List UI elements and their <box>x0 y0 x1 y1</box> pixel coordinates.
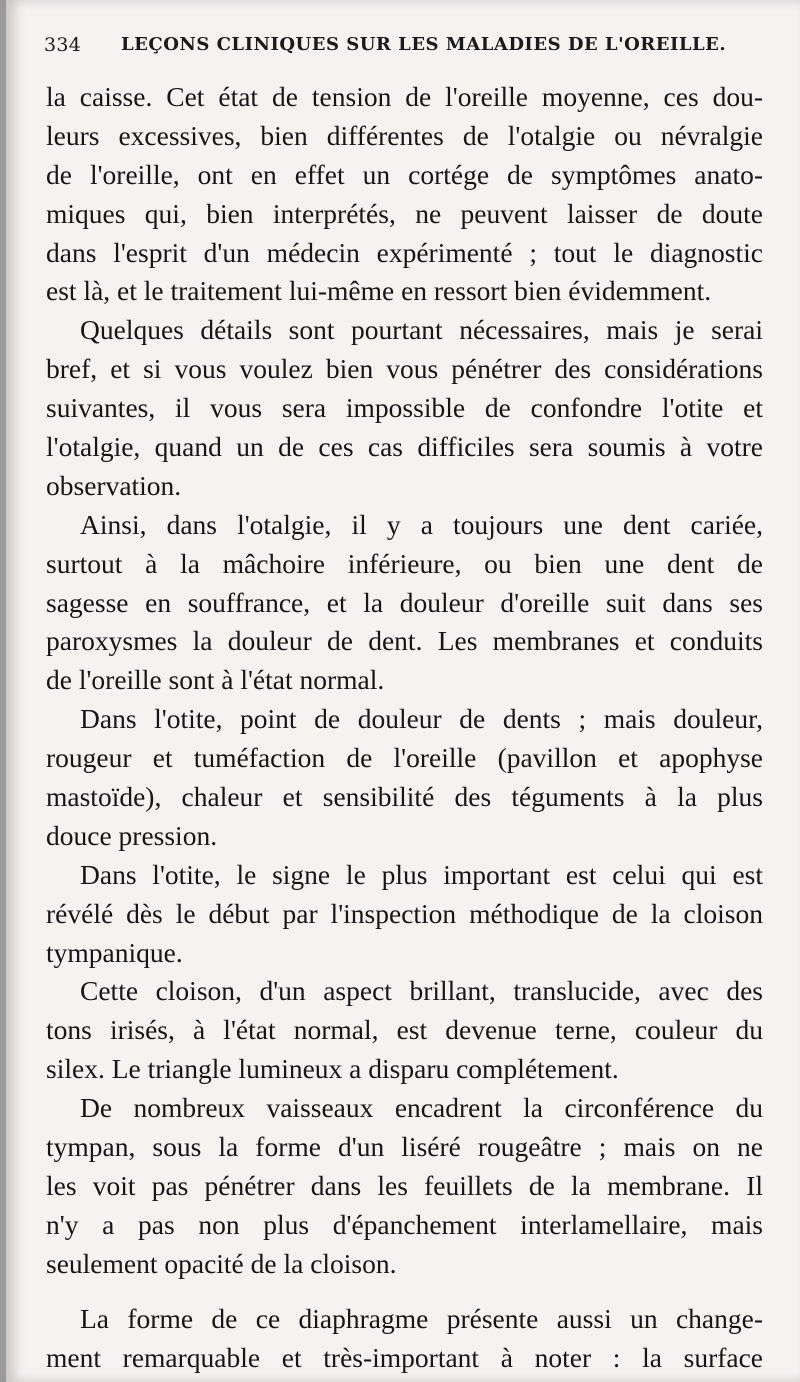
text-line: les voit pas pénétrer dans les feuillets de la membrane. Il <box>46 1169 763 1201</box>
text-line: mastoïde), chaleur et sensibilité des téguments à la plus <box>46 781 763 813</box>
paragraph <box>46 311 763 505</box>
text-line: bref, et si vous voulez bien vous pénétrer des considérations <box>46 353 763 385</box>
text-line: Ainsi, dans l'otalgie, il y a toujours une dent cariée, <box>80 508 763 540</box>
text-line: Dans l'otite, le signe le plus important est celui qui est <box>80 858 763 890</box>
body-text <box>46 78 763 1377</box>
text-line: dans l'esprit d'un médecin expérimenté ; tout le diagnostic <box>46 236 763 268</box>
running-head <box>44 34 764 66</box>
text-line: Dans l'otite, point de douleur de dents ; mais douleur, <box>80 703 763 735</box>
text-line: silex. Le triangle lumineux a disparu complétement. <box>46 1053 619 1085</box>
page-number: 334 <box>44 34 82 56</box>
paragraph <box>46 972 763 1089</box>
text-line: suivantes, il vous sera impossible de confondre l'otite et <box>46 392 763 424</box>
paragraph <box>46 856 763 973</box>
text-line: révélé dès le début par l'inspection méthodique de la cloison <box>46 897 763 929</box>
text-line: tympanique. <box>46 936 183 968</box>
text-line: tons irisés, à l'état normal, est devenue terne, couleur du <box>46 1014 763 1046</box>
text-line: rougeur et tuméfaction de l'oreille (pavillon et apophyse <box>46 742 763 774</box>
paragraph <box>46 78 763 311</box>
text-line: ment remarquable et très-important à noter : la surface <box>46 1341 763 1373</box>
paragraph-gap <box>46 1284 763 1300</box>
text-line: La forme de ce diaphragme présente aussi un change- <box>80 1302 763 1334</box>
text-line: l'otalgie, quand un de ces cas difficiles sera soumis à votre <box>46 431 763 463</box>
text-line: n'y a pas non plus d'épanchement interlamellaire, mais <box>46 1208 763 1240</box>
text-line: sagesse en souffrance, et la douleur d'oreille suit dans ses <box>46 586 763 618</box>
text-line: Quelques détails sont pourtant nécessaires, mais je serai <box>80 314 763 346</box>
text-line: douce pression. <box>46 819 218 851</box>
text-line: observation. <box>46 469 182 501</box>
paragraph <box>46 506 763 700</box>
text-line: surtout à la mâchoire inférieure, ou bien une dent de <box>46 547 763 579</box>
text-line: tympan, sous la forme d'un liséré rougeâtre ; mais on ne <box>46 1131 763 1163</box>
text-line: Cette cloison, d'un aspect brillant, translucide, avec des <box>80 975 763 1007</box>
paragraph <box>46 700 763 856</box>
text-line: de l'oreille sont à l'état normal. <box>46 664 385 696</box>
text-line: De nombreux vaisseaux encadrent la circonférence du <box>80 1092 763 1124</box>
running-title: LEÇONS CLINIQUES SUR LES MALADIES DE L'OREILLE. <box>121 34 727 55</box>
text-line: leurs excessives, bien différentes de l'otalgie ou névralgie <box>46 119 763 151</box>
text-line: paroxysmes la douleur de dent. Les membranes et conduits <box>46 625 763 657</box>
text-line: miques qui, bien interprétés, ne peuvent laisser de doute <box>46 197 763 229</box>
text-line: est là, et le traitement lui-même en ressort bien évidemment. <box>46 275 712 307</box>
text-line: la caisse. Cet état de tension de l'oreille moyenne, ces dou- <box>46 81 763 112</box>
text-line: seulement opacité de la cloison. <box>46 1247 397 1279</box>
book-page <box>6 0 800 1382</box>
paragraph <box>46 1300 763 1378</box>
text-line: de l'oreille, ont en effet un cortége de symptômes anato- <box>46 158 763 190</box>
paragraph <box>46 1089 763 1283</box>
